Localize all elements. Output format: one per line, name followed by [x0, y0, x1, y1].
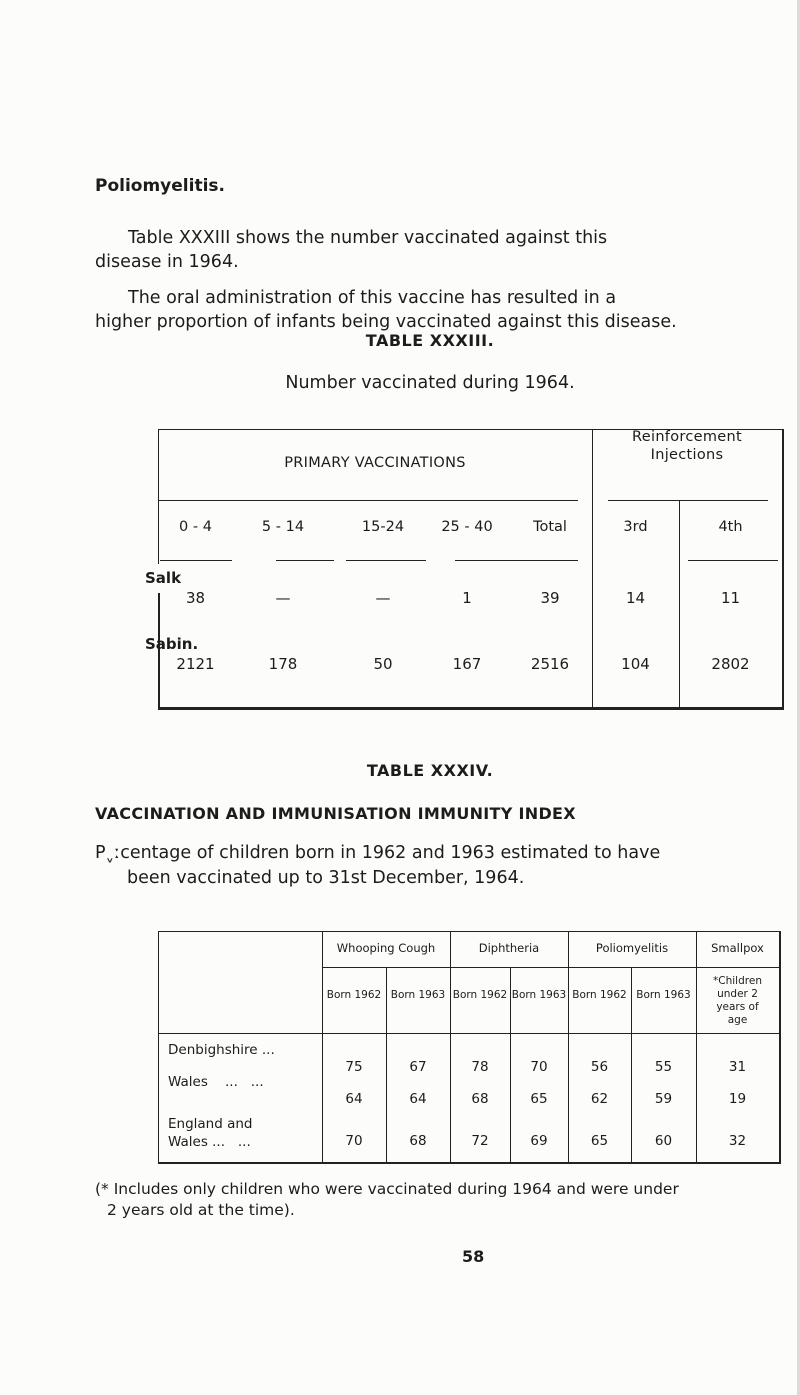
- table34-sub-smallpox-line: *Children: [713, 975, 762, 987]
- footnote-line-2: 2 years old at the time).: [107, 1201, 295, 1219]
- table34-cell: 31: [728, 1059, 747, 1075]
- table34-cell: 60: [654, 1133, 673, 1149]
- table33-col-total: Total: [533, 519, 567, 535]
- table34: [158, 931, 782, 1163]
- table34-sub-smallpox-line: under 2: [717, 988, 758, 1000]
- table33-cell: 14: [625, 589, 646, 607]
- table34-row-label-line: Wales ... ...: [168, 1074, 264, 1090]
- table33-col-0-4: 0 - 4: [179, 519, 212, 535]
- table33-cell: 38: [185, 589, 206, 607]
- table33-subtitle: Number vaccinated during 1964.: [285, 373, 575, 393]
- intro-line-1: Table XXXIII shows the number vaccinated against this: [128, 228, 608, 248]
- table34-cell: 55: [654, 1059, 673, 1075]
- table34-group-diphtheria: Diphtheria: [478, 941, 540, 955]
- intro-line-2: disease in 1964.: [95, 252, 239, 272]
- table33: [145, 429, 782, 708]
- table34-cell: 67: [409, 1059, 427, 1075]
- table34-cell: 78: [471, 1059, 489, 1075]
- table33-col-25-40: 25 - 40: [441, 519, 493, 535]
- oral-vaccine-paragraph: [95, 286, 785, 334]
- table34-sub-born: Born 1963: [511, 989, 567, 1001]
- table34-sub-smallpox-line: age: [727, 1014, 748, 1026]
- table34-row-label-line: Denbighshire ...: [168, 1042, 275, 1058]
- table34-cell: 65: [590, 1133, 609, 1149]
- table33-group-primary: PRIMARY VACCINATIONS: [284, 455, 466, 471]
- table34-cell: 70: [530, 1059, 548, 1075]
- page-number: 58: [462, 1247, 485, 1266]
- table33-cell: 167: [452, 655, 482, 673]
- table33-cell: 50: [373, 655, 393, 673]
- footnote: [95, 1179, 795, 1221]
- table34-row-label-line: Wales ... ...: [168, 1134, 251, 1150]
- table34-cell: 68: [471, 1091, 489, 1107]
- table34-cell: 68: [409, 1133, 427, 1149]
- table34-sub-born: Born 1962: [452, 989, 508, 1001]
- table34-cell: 32: [728, 1133, 747, 1149]
- table33-col-3rd: 3rd: [623, 519, 648, 535]
- table34-cell: 64: [409, 1091, 427, 1107]
- intro-paragraph: [95, 226, 785, 274]
- table34-sub-born: Born 1962: [572, 989, 627, 1001]
- table34-note-line-2: been vaccinated up to 31st December, 1964.: [127, 868, 525, 888]
- table34-cell: 75: [345, 1059, 363, 1075]
- table34-cell: 72: [471, 1133, 489, 1149]
- table34-sub-smallpox-line: years of: [716, 1001, 759, 1013]
- table34-sub-born: Born 1962: [326, 989, 382, 1001]
- table34-sub-born: Born 1963: [636, 989, 691, 1001]
- table33-group-reinforcement: Reinforcement: [632, 429, 742, 445]
- table34-row-label-line: England and: [168, 1116, 253, 1132]
- table34-group-whooping-cough: Whooping Cough: [336, 941, 436, 955]
- oral-line-1: The oral administration of this vaccine has resulted in a: [128, 288, 617, 308]
- table33-group-injections: Injections: [650, 447, 724, 463]
- table34-cell: 56: [590, 1059, 609, 1075]
- table34-group-poliomyelitis: Poliomyelitis: [595, 941, 669, 955]
- table34-sub-smallpox: [696, 975, 779, 1027]
- table33-cell: 2802: [711, 655, 750, 673]
- table34-note: [95, 841, 785, 891]
- table34-group-smallpox: Smallpox: [711, 941, 764, 955]
- table33-row-salk-label: Salk: [145, 569, 182, 587]
- section-heading: Poliomyelitis.: [95, 176, 225, 196]
- table34-cell: 19: [728, 1091, 747, 1107]
- table33-col-15-24: 15-24: [361, 519, 405, 535]
- table33-col-4th: 4th: [718, 519, 743, 535]
- table34-cell: 59: [654, 1091, 673, 1107]
- table33-cell: 2516: [530, 655, 570, 673]
- table33-cell: 1: [462, 589, 472, 607]
- table34-cell: 69: [530, 1133, 548, 1149]
- table34-row-label-wales: [168, 1073, 264, 1091]
- table34-subtitle: VACCINATION AND IMMUNISATION IMMUNITY INDEX: [95, 804, 576, 823]
- table34-row-label-denbighshire: [168, 1041, 275, 1059]
- table34-cell: 64: [345, 1091, 363, 1107]
- table34-sub-born: Born 1963: [390, 989, 446, 1001]
- table33-cell: 104: [621, 655, 650, 673]
- table34-note-line-1: Pˬːcentage of children born in 1962 and 1963 estimated to have: [95, 843, 661, 863]
- table33-row-sabin-label: Sabin.: [145, 635, 199, 653]
- table33-cell: 178: [268, 655, 298, 673]
- oral-line-2: higher proportion of infants being vaccinated against this disease.: [95, 312, 677, 332]
- footnote-line-1: (* Includes only children who were vaccinated during 1964 and were under: [95, 1180, 679, 1198]
- table34-cell: 70: [345, 1133, 363, 1149]
- table33-cell: 11: [720, 589, 741, 607]
- table33-cell: —: [375, 589, 391, 607]
- table34-row-label-england-wales: [168, 1115, 253, 1151]
- table34-title: TABLE XXXIV.: [366, 761, 494, 780]
- table34-cell: 65: [530, 1091, 548, 1107]
- table33-cell: 39: [540, 589, 560, 607]
- table33-cell: 2121: [176, 655, 215, 673]
- table33-cell: —: [275, 589, 291, 607]
- table33-col-5-14: 5 - 14: [261, 519, 305, 535]
- table33-title: TABLE XXXIII.: [365, 331, 495, 350]
- table34-cell: 62: [590, 1091, 609, 1107]
